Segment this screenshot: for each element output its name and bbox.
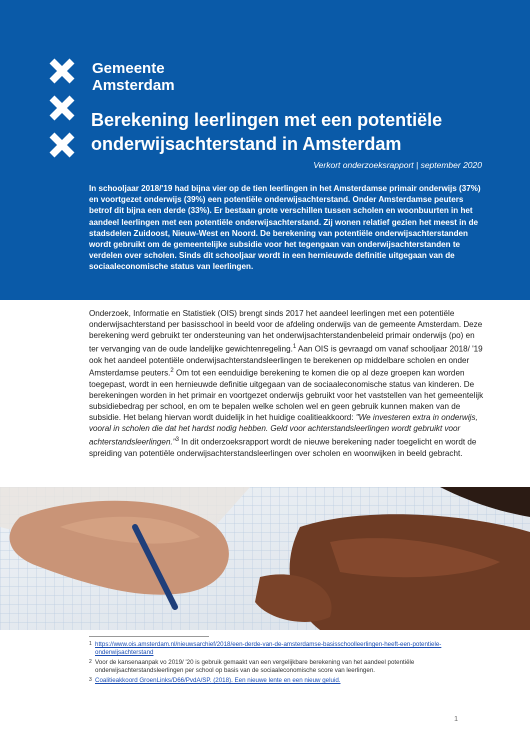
body-text-2: Aan OIS is gevraagd om vanaf schooljaar 2018/ '19 ook het aandeel potentiële onderwijsachterstandsleerlingen te berekenen op middelbare scholen en onder Amsterdamse peuters. — [89, 344, 483, 378]
page-title: Berekening leerlingen met een potentiële onderwijsachterstand in Amsterdam — [91, 110, 443, 154]
coalition-quote: "We investeren extra in onderwijs, vooral in scholen die dat het hardst nodig hebben. Geld voor achterstandsleerlingen wordt gebruikt voor achterstandsleerlingen." — [89, 413, 478, 447]
footnote-1 — [89, 641, 484, 657]
footnote-ref-1[interactable]: 1 — [292, 343, 297, 350]
body-paragraph — [89, 308, 484, 459]
footnote-ref-2[interactable]: 2 — [170, 367, 174, 374]
body-text-3: Om tot een eenduidige berekening te komen die op al deze groepen kan worden toegepast, wordt in een hernieuwde definitie uitgegaan van de sociaaleconomische status van kinderen. De berekeningen worden in het primair en voortgezet onderwijs gebruikt voor het vaststellen van het gemeentelijk subsidiebedrag per school, en om te bepalen welke scholen wel en geen gebruik kunnen maken van de subsidie. Het belang hiervan wordt duidelijk in het huidige coalitieakkoord: — [89, 368, 484, 423]
footnote-number: 1 — [89, 641, 92, 647]
amsterdam-logo — [48, 57, 76, 168]
report-subtitle: Verkort onderzoeksrapport | september 2020 — [313, 160, 482, 170]
body-text-1: Onderzoek, Informatie en Statistiek (OIS) brengt sinds 2017 het aandeel leerlingen met een potentiële onderwijsachterstand per basisschool in beeld voor de afdeling onderwijs van de gemeente Amsterdam. Deze berekening werd gebruikt ter ondersteuning van het onderwijsachterstandenbeleid primair onderwijs (po) en ter vervanging van de oude landelijke gewichtenregeling. — [89, 309, 483, 354]
footnotes — [89, 636, 484, 687]
cross-icon — [48, 57, 76, 85]
page-number: 1 — [454, 716, 458, 723]
photo-hands-writing — [0, 487, 530, 630]
intro-summary: In schooljaar 2018/'19 had bijna vier op de tien leerlingen in het Amsterdamse primair onderwijs (37%) en voortgezet onderwijs (39%) een potentiële onderwijsachterstand. Onder Amsterdamse peuters betrof dit bijna een derde (33%). Er bestaan grote verschillen tussen scholen en woonbuurten in het aandeel leerlingen met een potentiële onderwijsachterstand. Zij wonen relatief gezien het meest in de stadsdelen Zuidoost, Nieuw-West en Noord. De berekening van potentiële onderwijsachterstanden wordt gebruikt om de gemeentelijke subsidie voor het tegengaan van onderwijsachterstanden te verdelen over scholen. Sinds dit schooljaar wordt in een hernieuwde definitie uitgegaan van de sociaaleconomische status van leerlingen. — [89, 184, 481, 272]
footnote-ref-3[interactable]: 3 — [175, 436, 179, 443]
footnote-3 — [89, 677, 484, 685]
brand-name — [92, 60, 175, 94]
footnote-divider — [89, 636, 209, 637]
footnote-text: Voor de kansenaanpak vo 2019/ '20 is gebruik gemaakt van een vergelijkbare berekening van het aandeel potentiële onderwijsachterstandsleerlingen per school op basis van de sociaaleconomische score van leerlingen. — [95, 659, 415, 674]
brand-line-1: Gemeente — [92, 60, 165, 77]
footnote-link[interactable]: https://www.ois.amsterdam.nl/nieuwsarchief/2018/een-derde-van-de-amsterdamse-basisschoolleerlingen-heeft-een-potentiele-onderwijsachterstand — [95, 641, 442, 656]
footnote-link[interactable]: Coalitieakkoord GroenLinks/D66/PvdA/SP. (2018). Een nieuwe lente en een nieuw geluid. — [95, 677, 341, 684]
header-banner — [0, 0, 530, 300]
footnote-number: 2 — [89, 659, 92, 665]
cross-icon — [48, 94, 76, 122]
cross-icon — [48, 131, 76, 159]
footnote-number: 3 — [89, 677, 92, 683]
footnote-2 — [89, 659, 484, 675]
brand-line-2: Amsterdam — [92, 77, 175, 94]
body-text-4: In dit onderzoeksrapport wordt de nieuwe berekening nader toegelicht en wordt de spreiding van potentiële onderwijsachterstandsleerlingen over scholen en woonwijken in beeld gebracht. — [89, 437, 477, 458]
